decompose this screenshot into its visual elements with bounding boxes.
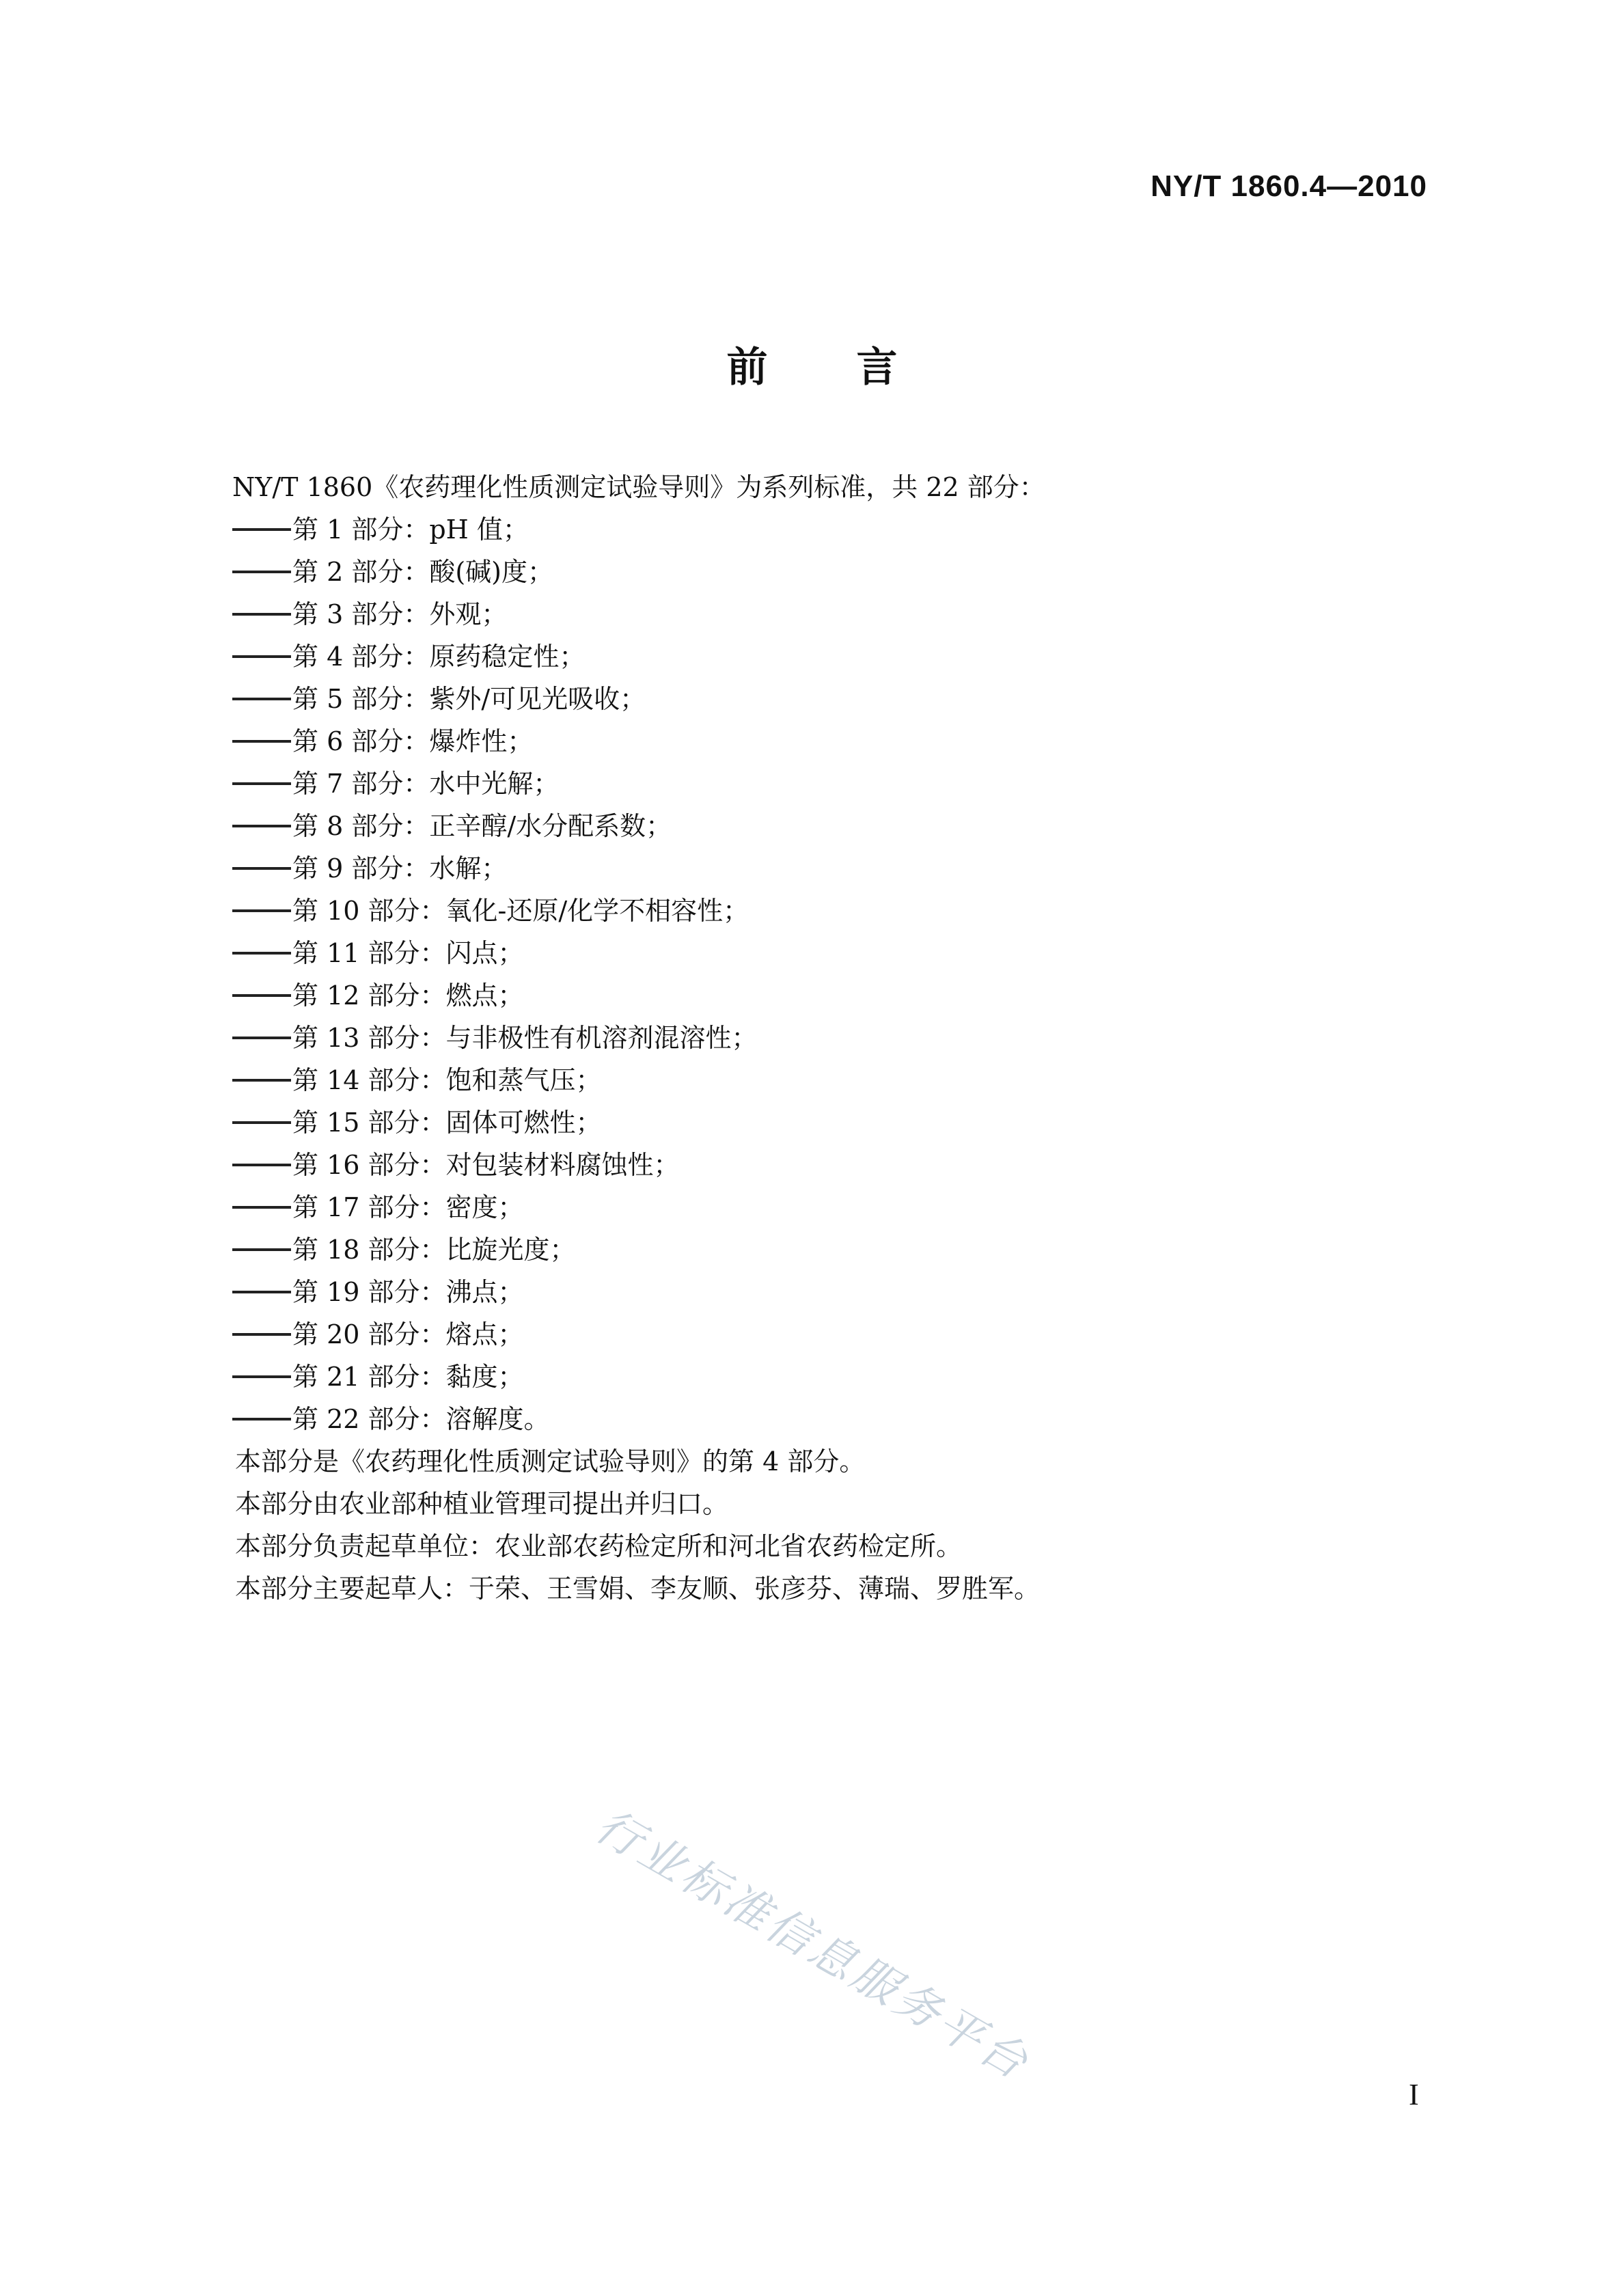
em-dash-marker — [232, 1248, 291, 1251]
foreword-paragraph: 本部分由农业部种植业管理司提出并归口。 — [235, 1489, 729, 1519]
foreword-paragraph: 本部分是《农药理化性质测定试验导则》的第 4 部分。 — [235, 1446, 866, 1477]
part-label: 第 14 部分：饱和蒸气压； — [292, 1065, 602, 1095]
part-list-item — [232, 678, 1435, 720]
part-list-item — [232, 1356, 1435, 1398]
em-dash-marker — [232, 782, 291, 785]
part-label: 第 12 部分：燃点； — [292, 980, 524, 1011]
em-dash-marker — [232, 825, 291, 827]
part-list-item — [232, 847, 1435, 890]
parts-list — [232, 508, 1435, 1440]
document-code: NY/T 1860.4—2010 — [1151, 169, 1427, 203]
foreword-paragraph: 本部分负责起草单位：农业部农药检定所和河北省农药检定所。 — [235, 1531, 963, 1561]
part-label: 第 19 部分：沸点； — [292, 1277, 524, 1307]
part-list-item — [232, 1229, 1435, 1271]
em-dash-marker — [232, 1037, 291, 1039]
part-list-item — [232, 974, 1435, 1017]
part-list-item — [232, 1186, 1435, 1229]
part-list-item — [232, 593, 1435, 635]
part-label: 第 6 部分：爆炸性； — [292, 726, 534, 756]
page-title: 前言 — [726, 344, 987, 392]
part-list-item — [232, 1313, 1435, 1356]
watermark: 行业标准信息服务平台 — [587, 1798, 1040, 2091]
em-dash-marker — [232, 1291, 291, 1293]
part-label: 第 16 部分：对包装材料腐蚀性； — [292, 1150, 680, 1180]
part-list-item — [232, 1271, 1435, 1313]
part-list-item — [232, 890, 1435, 932]
em-dash-marker — [232, 1333, 291, 1336]
part-list-item — [232, 551, 1435, 593]
part-list-item — [232, 1059, 1435, 1101]
em-dash-marker — [232, 1375, 291, 1378]
foreword-content — [232, 466, 1435, 1610]
em-dash-marker — [232, 1206, 291, 1209]
part-list-item — [232, 763, 1435, 805]
intro-paragraph: NY/T 1860《农药理化性质测定试验导则》为系列标准，共 22 部分： — [232, 472, 1045, 502]
em-dash-marker — [232, 1164, 291, 1166]
part-label: 第 10 部分：氧化-还原/化学不相容性； — [292, 896, 749, 926]
em-dash-marker — [232, 613, 291, 616]
part-label: 第 21 部分：黏度； — [292, 1362, 524, 1392]
part-list-item — [232, 932, 1435, 974]
em-dash-marker — [232, 1121, 291, 1124]
part-list-item — [232, 635, 1435, 678]
paragraph-list — [232, 1440, 1435, 1610]
em-dash-marker — [232, 1418, 291, 1421]
em-dash-marker — [232, 698, 291, 700]
em-dash-marker — [232, 655, 291, 658]
part-list-item — [232, 1144, 1435, 1186]
part-list-item — [232, 1017, 1435, 1059]
part-label: 第 20 部分：熔点； — [292, 1319, 524, 1349]
part-list-item — [232, 1398, 1435, 1440]
part-list-item — [232, 720, 1435, 763]
em-dash-marker — [232, 994, 291, 997]
part-list-item — [232, 508, 1435, 551]
em-dash-marker — [232, 528, 291, 531]
part-label: 第 15 部分：固体可燃性； — [292, 1108, 602, 1138]
part-label: 第 22 部分：溶解度。 — [292, 1404, 550, 1434]
part-label: 第 9 部分：水解； — [292, 853, 508, 883]
part-label: 第 1 部分：pH 值； — [292, 514, 529, 545]
em-dash-marker — [232, 1079, 291, 1082]
part-label: 第 11 部分：闪点； — [292, 938, 524, 968]
part-list-item — [232, 805, 1435, 847]
em-dash-marker — [232, 952, 291, 955]
page-number: I — [1409, 2078, 1419, 2111]
part-label: 第 2 部分：酸(碱)度； — [292, 557, 553, 587]
em-dash-marker — [232, 571, 291, 573]
part-label: 第 5 部分：紫外/可见光吸收； — [292, 684, 646, 714]
part-label: 第 7 部分：水中光解； — [292, 769, 560, 799]
part-label: 第 18 部分：比旋光度； — [292, 1235, 576, 1265]
part-label: 第 4 部分：原药稳定性； — [292, 642, 586, 672]
em-dash-marker — [232, 740, 291, 743]
foreword-paragraph: 本部分主要起草人：于荣、王雪娟、李友顺、张彦芬、薄瑞、罗胜军。 — [235, 1574, 1041, 1604]
em-dash-marker — [232, 909, 291, 912]
part-label: 第 8 部分：正辛醇/水分配系数； — [292, 811, 672, 841]
part-label: 第 13 部分：与非极性有机溶剂混溶性； — [292, 1023, 758, 1053]
em-dash-marker — [232, 867, 291, 870]
part-label: 第 17 部分：密度； — [292, 1192, 524, 1222]
part-label: 第 3 部分：外观； — [292, 599, 508, 629]
part-list-item — [232, 1101, 1435, 1144]
